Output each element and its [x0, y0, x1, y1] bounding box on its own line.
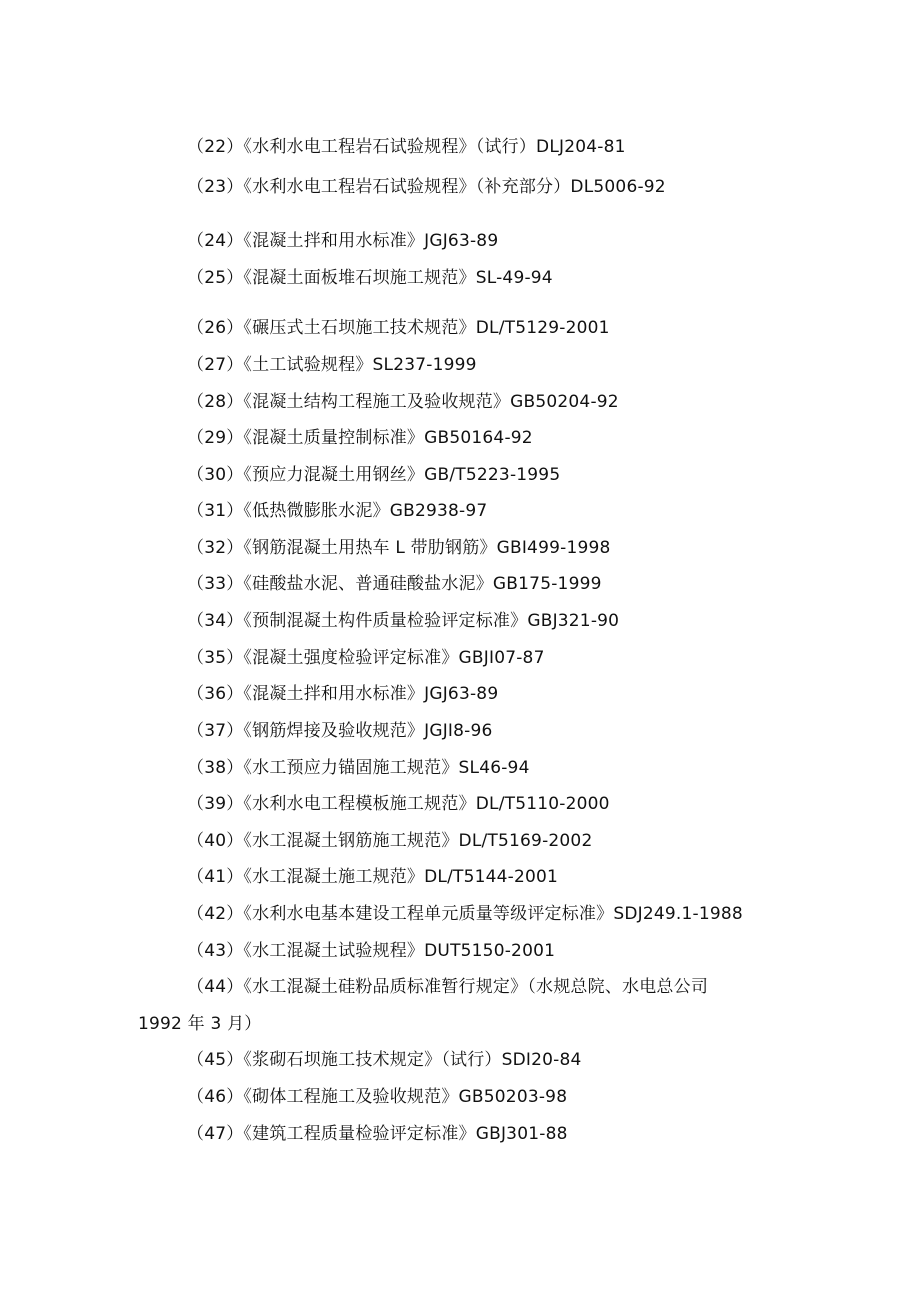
standard-item-23: （23）《水利水电工程岩石试验规程》（补充部分）DL5006-92: [187, 177, 666, 197]
standard-item-40: （40）《水工混凝土钢筋施工规范》DL/T5169-2002: [187, 831, 593, 851]
standard-item-46: （46）《砌体工程施工及验收规范》GB50203-98: [187, 1087, 568, 1107]
standard-item-31: （31）《低热微膨胀水泥》GB2938-97: [187, 501, 488, 521]
standard-item-30: （30）《预应力混凝土用钢丝》GB/T5223-1995: [187, 465, 561, 485]
standard-item-44-continuation: 1992 年 3 月）: [138, 1014, 262, 1034]
standard-item-33: （33）《硅酸盐水泥、普通硅酸盐水泥》GB175-1999: [187, 574, 602, 594]
standard-item-44: （44）《水工混凝土硅粉品质标准暂行规定》（水规总院、水电总公司: [187, 977, 709, 997]
standard-item-25: （25）《混凝土面板堆石坝施工规范》SL-49-94: [187, 268, 553, 288]
standard-item-42: （42）《水利水电基本建设工程单元质量等级评定标准》SDJ249.1-1988: [187, 904, 743, 924]
standard-item-37: （37）《钢筋焊接及验收规范》JGJI8-96: [187, 721, 493, 741]
standard-item-22: （22）《水利水电工程岩石试验规程》（试行）DLJ204-81: [187, 137, 626, 157]
standard-item-29: （29）《混凝土质量控制标准》GB50164-92: [187, 428, 533, 448]
standard-item-47: （47）《建筑工程质量检验评定标准》GBJ301-88: [187, 1124, 568, 1144]
standard-item-26: （26）《碾压式土石坝施工技术规范》DL/T5129-2001: [187, 318, 610, 338]
standard-item-24: （24）《混凝土拌和用水标准》JGJ63-89: [187, 231, 499, 251]
standard-item-27: （27）《土工试验规程》SL237-1999: [187, 355, 477, 375]
standard-item-43: （43）《水工混凝土试验规程》DUT5150-2001: [187, 941, 556, 961]
standard-item-41: （41）《水工混凝土施工规范》DL/T5144-2001: [187, 867, 559, 887]
standard-item-36: （36）《混凝土拌和用水标准》JGJ63-89: [187, 684, 499, 704]
standard-item-38: （38）《水工预应力锚固施工规范》SL46-94: [187, 758, 530, 778]
standard-item-28: （28）《混凝土结构工程施工及验收规范》GB50204-92: [187, 392, 619, 412]
standard-item-32: （32）《钢筋混凝土用热车 L 带肋钢筋》GBI499-1998: [187, 538, 611, 558]
standard-item-45: （45）《浆砌石坝施工技术规定》（试行）SDI20-84: [187, 1050, 582, 1070]
standard-item-34: （34）《预制混凝土构件质量检验评定标准》GBJ321-90: [187, 611, 620, 631]
standard-item-35: （35）《混凝土强度检验评定标准》GBJI07-87: [187, 648, 545, 668]
standard-item-39: （39）《水利水电工程模板施工规范》DL/T5110-2000: [187, 794, 610, 814]
